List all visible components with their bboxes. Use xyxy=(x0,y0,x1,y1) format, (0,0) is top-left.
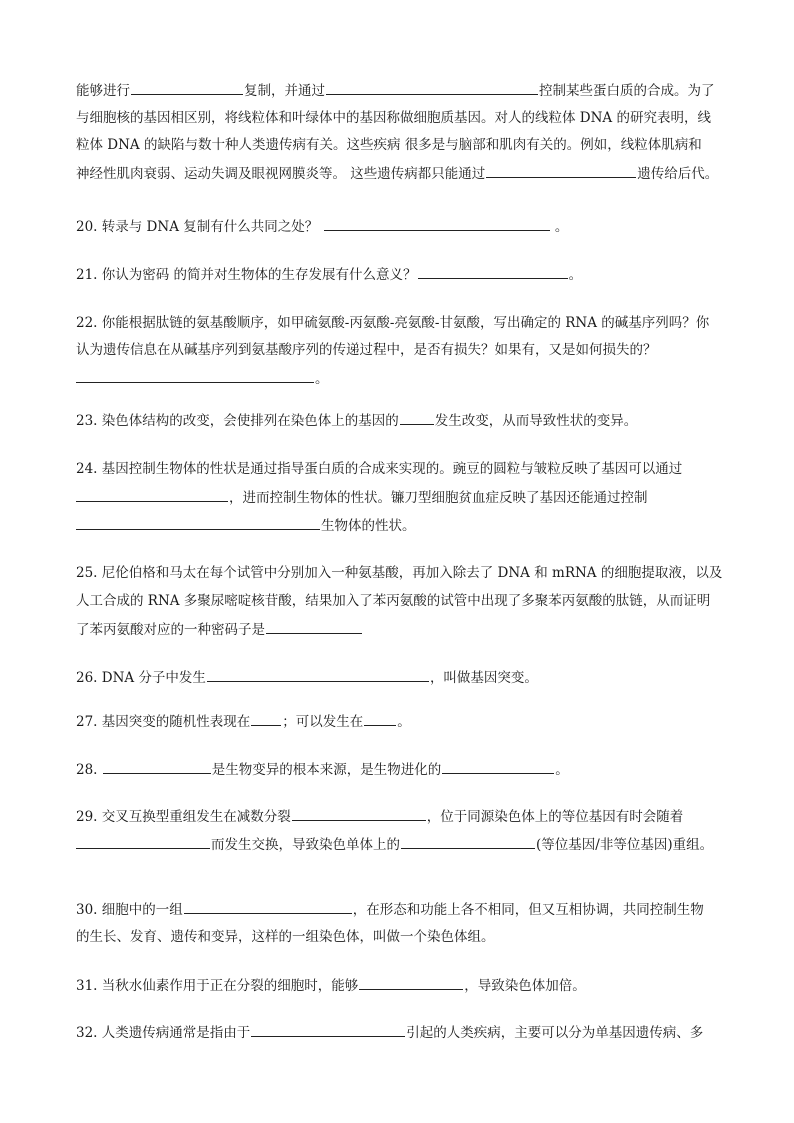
text: ，在形态和功能上各不相同，但又互相协调，共同控制生物 xyxy=(352,902,704,918)
question-30-line-2: 的生长、发育、遗传和变异，这样的一组染色体，叫做一个染色体组。 xyxy=(76,929,495,945)
answer-blank[interactable] xyxy=(359,975,463,990)
text: 能够进行 xyxy=(76,83,130,99)
question-23 xyxy=(76,410,726,431)
text: 。 xyxy=(554,219,569,235)
answer-blank[interactable] xyxy=(401,834,535,849)
question-27 xyxy=(76,711,726,732)
text: 23. 染色体结构的改变，会使排列在染色体上的基因的 xyxy=(76,413,399,429)
answer-blank[interactable] xyxy=(326,80,538,95)
text: 20. 转录与 DNA 复制有什么共同之处？ xyxy=(76,219,319,235)
text: 28. xyxy=(76,762,98,778)
text: 27. 基因突变的随机性表现在 xyxy=(76,714,251,730)
text: 31. 当秋水仙素作用于正在分裂的细胞时，能够 xyxy=(76,978,359,994)
text: 26. DNA 分子中发生 xyxy=(76,670,206,686)
answer-blank[interactable] xyxy=(292,806,426,821)
answer-blank[interactable] xyxy=(364,711,396,726)
answer-blank[interactable] xyxy=(76,487,228,502)
text: (等位基因/非等位基因)重组。 xyxy=(536,837,714,853)
text: 。 xyxy=(568,267,583,283)
answer-blank[interactable] xyxy=(207,667,429,682)
question-25-line-1: 25. 尼伦伯格和马太在每个试管中分别加入一种氨基酸，再加入除去了 DNA 和 mRNA 的细胞提取液，以及 xyxy=(76,565,723,581)
answer-blank[interactable] xyxy=(103,759,211,774)
answer-blank[interactable] xyxy=(251,1022,405,1037)
question-28 xyxy=(76,759,726,780)
answer-blank[interactable] xyxy=(131,80,243,95)
text: 遗传给后代。 xyxy=(637,166,719,182)
text: ；可以发生在 xyxy=(282,714,364,730)
answer-blank[interactable] xyxy=(76,834,210,849)
text: 复制，并通过 xyxy=(244,83,325,99)
answer-blank[interactable] xyxy=(442,759,554,774)
question-24-line-3 xyxy=(76,515,726,536)
question-21 xyxy=(76,264,726,285)
question-24-line-2 xyxy=(76,487,726,508)
text: ，进而控制生物体的性状。镰刀型细胞贫血症反映了基因还能通过控制 xyxy=(229,490,648,506)
text: 。 xyxy=(555,762,569,778)
intro-line-4 xyxy=(76,163,726,184)
intro-line-2: 与细胞核的基因相区别，将线粒体和叶绿体中的基因称做细胞质基因。对人的线粒体 DNA 的研究表明，线 xyxy=(76,110,711,126)
answer-blank[interactable] xyxy=(418,264,568,279)
text: ，叫做基因突变。 xyxy=(429,670,538,686)
answer-blank[interactable] xyxy=(76,515,320,530)
text: 发生改变，从而导致性状的变异。 xyxy=(434,413,638,429)
text: 32. 人类遗传病通常是指由于 xyxy=(76,1025,251,1041)
text: 。 xyxy=(315,371,329,387)
question-22-line-1: 22. 你能根据肽链的氨基酸顺序，如甲硫氨酸-丙氨酸-亮氨酸-甘氨酸，写出确定的 RNA 的碱基序列吗？你 xyxy=(76,315,710,331)
question-22-line-3 xyxy=(76,368,726,389)
question-20 xyxy=(76,216,726,237)
question-30-line-1 xyxy=(76,899,726,920)
text: 生物体的性状。 xyxy=(321,518,416,534)
text: 而发生交换，导致染色单体上的 xyxy=(211,837,400,853)
question-32 xyxy=(76,1022,726,1043)
intro-line-1 xyxy=(76,80,726,101)
question-26 xyxy=(76,667,726,688)
text: 了苯丙氨酸对应的一种密码子是 xyxy=(76,622,265,638)
intro-line-3: 粒体 DNA 的缺陷与数十种人类遗传病有关。这些疾病 很多是与脑部和肌肉有关的。例如，线粒体肌病和 xyxy=(76,137,702,153)
text: 21. 你认为密码 的简并对生物体的生存发展有什么意义？ xyxy=(76,267,417,283)
answer-blank[interactable] xyxy=(76,368,314,383)
text: ，导致染色体加倍。 xyxy=(464,978,586,994)
question-24-line-1: 24. 基因控制生物体的性状是通过指导蛋白质的合成来实现的。豌豆的圆粒与皱粒反映了基因可以通过 xyxy=(76,461,683,477)
text: ，位于同源染色体上的等位基因有时会随着 xyxy=(426,809,684,825)
answer-blank[interactable] xyxy=(400,410,434,425)
answer-blank[interactable] xyxy=(486,163,636,178)
answer-blank[interactable] xyxy=(251,711,281,726)
answer-blank[interactable] xyxy=(184,899,352,914)
question-31 xyxy=(76,975,726,996)
question-29-line-2 xyxy=(76,834,726,855)
answer-blank[interactable] xyxy=(266,619,362,634)
text: 30. 细胞中的一组 xyxy=(76,902,183,918)
answer-blank[interactable] xyxy=(324,216,550,231)
question-25-line-2: 人工合成的 RNA 多聚尿嘧啶核苷酸，结果加入了苯丙氨酸的试管中出现了多聚苯丙氨酸的肽链，从而证明 xyxy=(76,593,711,609)
text: 。 xyxy=(397,714,411,730)
question-29-line-1 xyxy=(76,806,726,827)
text: 29. 交叉互换型重组发生在减数分裂 xyxy=(76,809,291,825)
question-25-line-3 xyxy=(76,619,726,640)
text: 是生物变异的根本来源，是生物进化的 xyxy=(211,762,442,778)
text: 控制某些蛋白质的合成。为了 xyxy=(539,83,715,99)
question-22-line-2: 认为遗传信息在从碱基序列到氨基酸序列的传递过程中，是否有损失？如果有，又是如何损失的？ xyxy=(76,342,657,358)
text: 神经性肌肉衰弱、运动失调及眼视网膜炎等。 这些遗传病都只能通过 xyxy=(76,166,486,182)
text: 引起的人类疾病，主要可以分为单基因遗传病、多 xyxy=(406,1025,704,1041)
